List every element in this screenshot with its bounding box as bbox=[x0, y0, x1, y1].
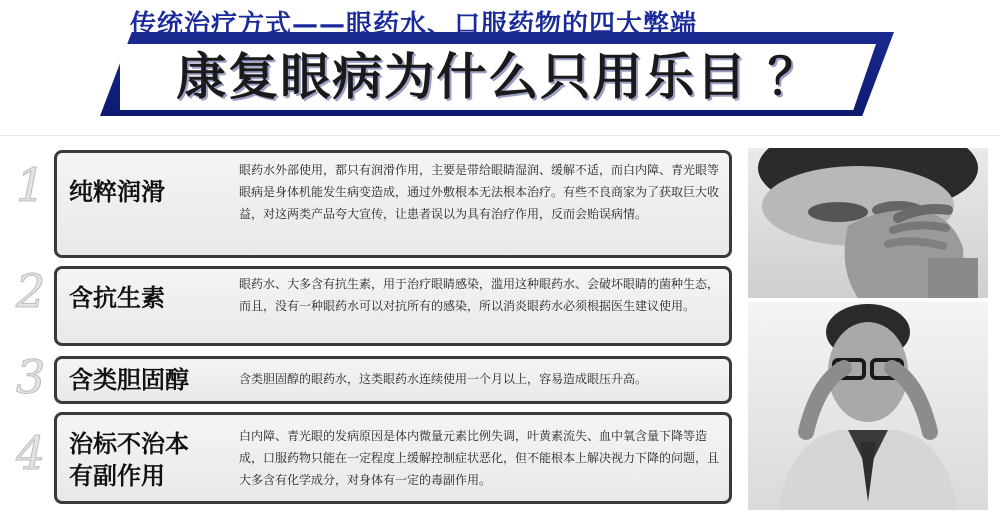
item-desc-1: 眼药水外部使用，都只有润滑作用，主要是带给眼睛湿润、缓解不适，而白内障、青光眼等眼病是身体机能发生病变造成，通过外敷根本无法根本治疗。有些不良商家为了获取巨大收益，对这两类产品夸大宣传，让患者误以为具有治疗作用，反而会贻误病情。 bbox=[239, 163, 720, 221]
item-box-2 bbox=[54, 266, 732, 346]
item-box-4 bbox=[54, 412, 732, 504]
item-number-4: 4 bbox=[16, 426, 46, 480]
item-number-1: 1 bbox=[16, 158, 46, 212]
item-title-4-line1: 治标不治本 bbox=[69, 430, 189, 458]
man-rubbing-eyes-photo bbox=[748, 148, 988, 298]
item-number-2: 2 bbox=[16, 264, 46, 318]
header-title: 康复眼病为什么只用乐目 ？ bbox=[176, 48, 820, 106]
header-divider bbox=[0, 135, 1000, 136]
item-title-2: 含抗生素 bbox=[69, 284, 165, 312]
item-desc-2: 眼药水、大多含有抗生素，用于治疗眼睛感染，滥用这种眼药水、会破坏眼睛的菌种生态，而且，没有一种眼药水可以对抗所有的感染，所以消炎眼药水必须根据医生建议使用。 bbox=[239, 277, 720, 313]
item-number-3: 3 bbox=[16, 350, 46, 404]
item-box-3 bbox=[54, 356, 732, 404]
man-with-glasses-illustration bbox=[748, 302, 988, 510]
man-with-glasses-rubbing-eyes-photo bbox=[748, 302, 988, 510]
header-subtitle: 传统治疗方式——眼药水、口服药物的四大弊端 bbox=[130, 10, 698, 40]
item-title-4-line2: 有副作用 bbox=[69, 462, 165, 490]
item-box-1 bbox=[54, 150, 732, 258]
item-title-1: 纯粹润滑 bbox=[69, 178, 165, 206]
item-title-3: 含类胆固醇 bbox=[69, 366, 189, 394]
item-desc-3: 含类胆固醇的眼药水，这类眼药水连续使用一个月以上，容易造成眼压升高。 bbox=[239, 372, 648, 386]
man-rubbing-eyes-illustration bbox=[748, 148, 988, 298]
item-desc-4: 白内障、青光眼的发病原因是体内微量元素比例失调，叶黄素流失、血中氧含量下降等造成，口服药物只能在一定程度上缓解控制症状恶化，但不能根本上解决视力下降的问题，且大多含有化学成分，对身体有一定的毒副作用。 bbox=[239, 429, 720, 487]
